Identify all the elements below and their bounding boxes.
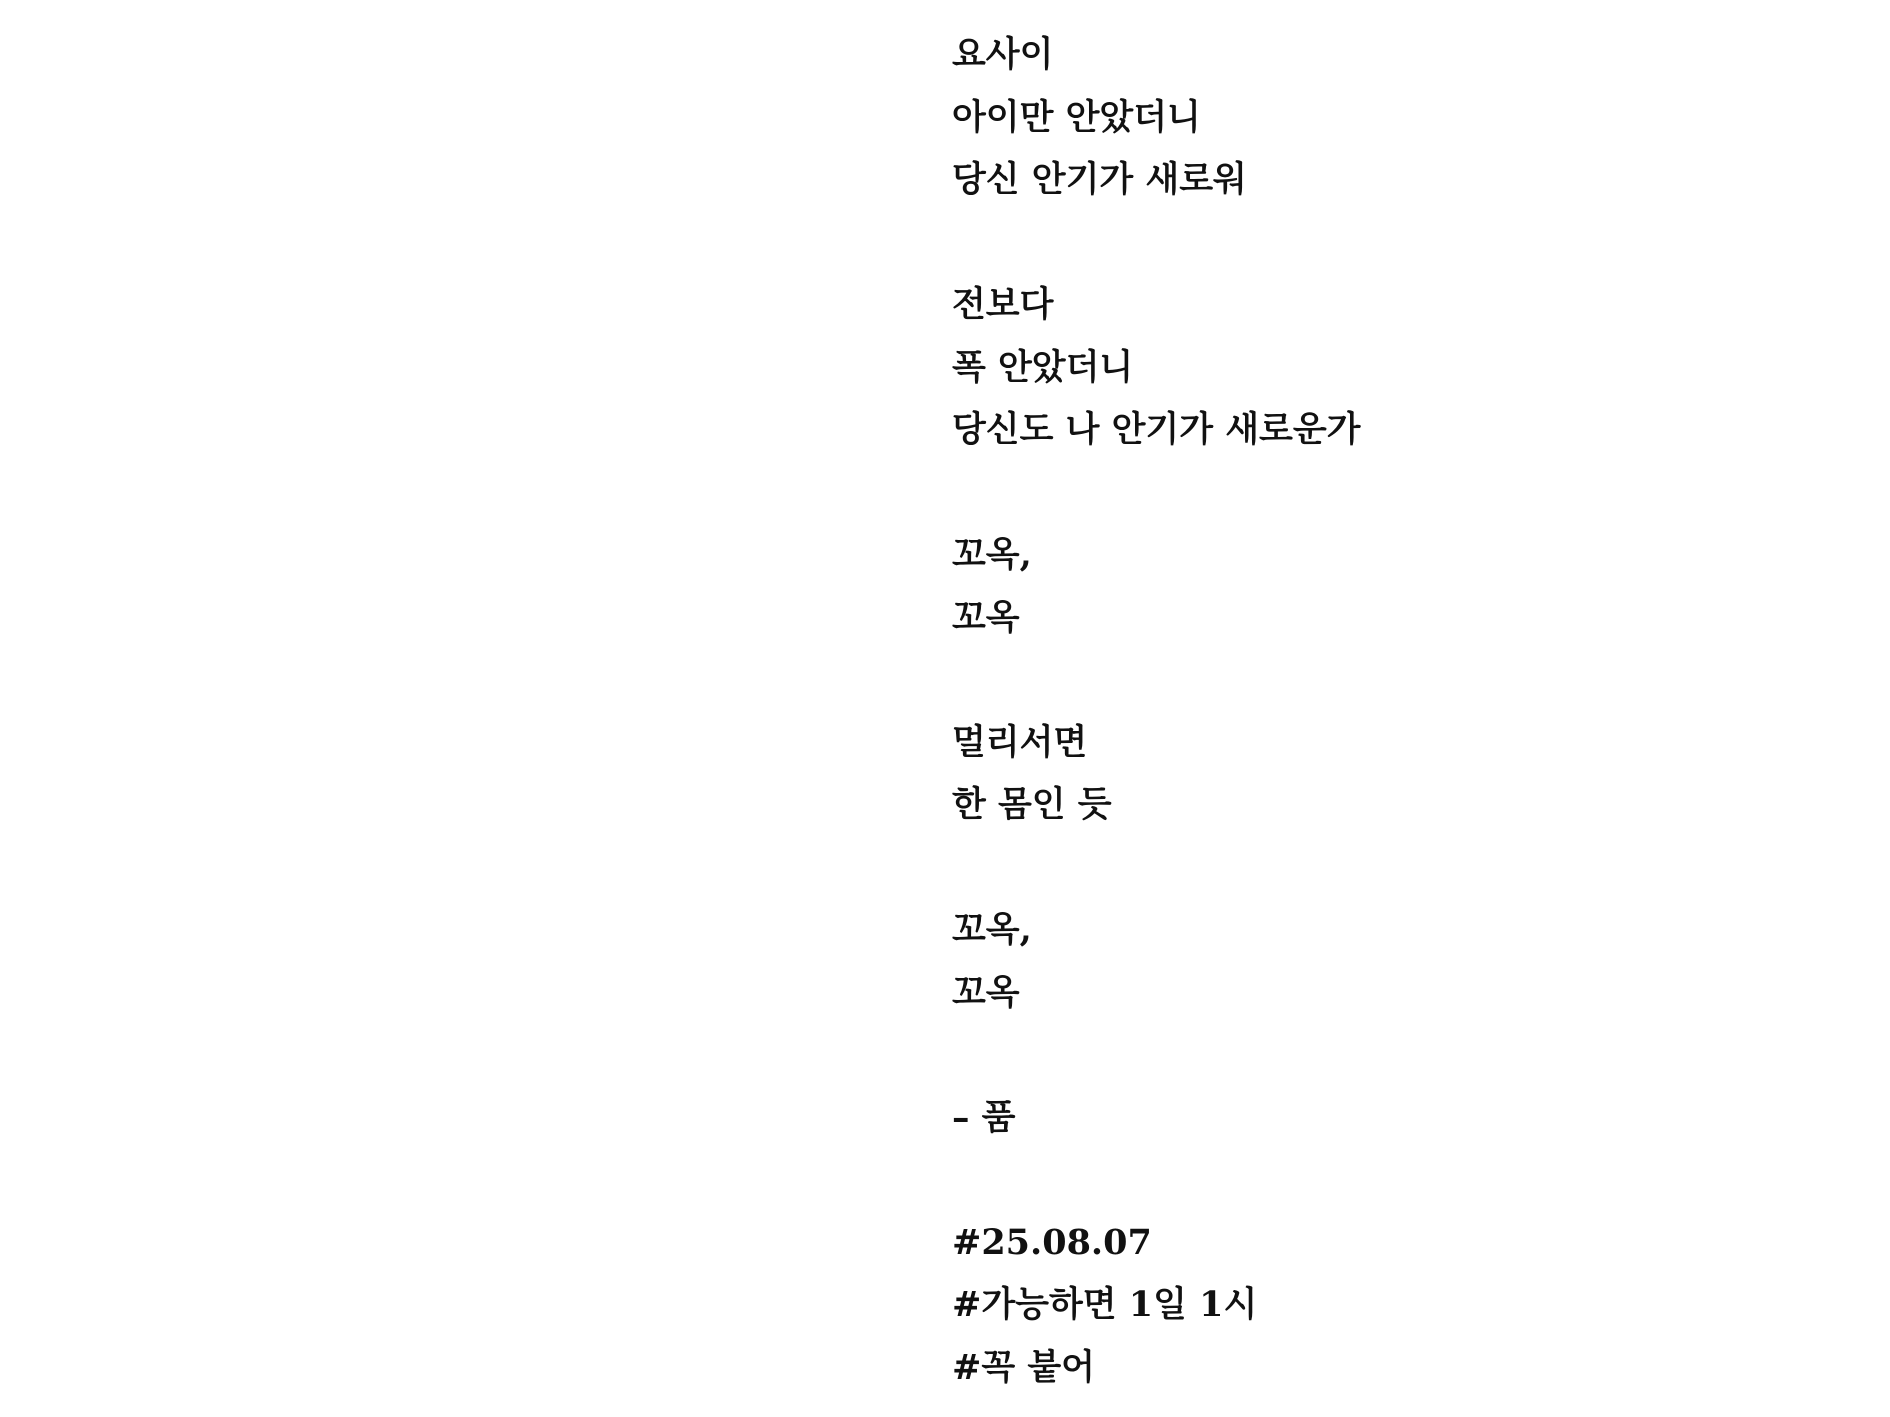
poem-line: 멀리서면 <box>952 721 1088 763</box>
poem-body <box>952 24 1712 1399</box>
stanza-gap <box>952 1149 1712 1212</box>
hashtag-topic[interactable]: #꼭 붙어 <box>952 1346 1095 1388</box>
stanza-gap <box>952 837 1712 900</box>
stanza-gap <box>952 649 1712 712</box>
poem-signature: – 품 <box>952 1096 1016 1138</box>
stanza-gap <box>952 1024 1712 1087</box>
stanza-gap <box>952 462 1712 525</box>
poem-line: 아이만 안았더니 <box>952 96 1201 138</box>
poem-line: 꼬옥, <box>952 534 1032 575</box>
poem-line: 폭 안았더니 <box>952 346 1134 388</box>
poem-line: 꼬옥 <box>952 596 1020 638</box>
stanza-gap <box>952 212 1712 275</box>
poem-line: 꼬옥 <box>952 971 1020 1013</box>
poem-line: 당신도 나 안기가 새로운가 <box>952 409 1361 450</box>
poem-line: 한 몸인 듯 <box>952 784 1112 825</box>
poem-line: 전보다 <box>952 284 1054 325</box>
poem-line: 당신 안기가 새로워 <box>952 159 1247 200</box>
hashtag-date[interactable]: #25.08.07 <box>952 1221 1152 1263</box>
hashtag-series[interactable]: #가능하면 1일 1시 <box>952 1284 1258 1325</box>
poem-line: 꼬옥, <box>952 909 1032 950</box>
poem-line: 요사이 <box>952 34 1054 75</box>
